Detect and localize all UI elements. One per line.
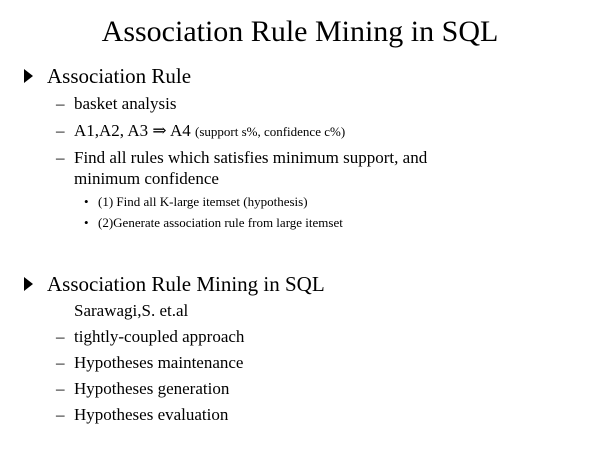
dash-bullet: –: [56, 405, 65, 424]
dash-bullet: –: [56, 379, 65, 398]
dash-bullet: –: [56, 353, 65, 372]
section2-intro: Sarawagi,S. et.al: [74, 301, 189, 320]
rule-note: (support s%, confidence c%): [194, 124, 346, 139]
list-item: [56, 148, 576, 190]
rule-expression: A1,A2, A3 ⇒ A4: [74, 121, 191, 140]
section1-bullet: [24, 64, 191, 88]
sub-item-text: (2)Generate association rule from large itemset: [98, 215, 343, 230]
dot-bullet: •: [84, 215, 89, 230]
item-text: tightly-coupled approach: [74, 327, 245, 346]
sub-item-text: (1) Find all K-large itemset (hypothesis): [98, 194, 308, 209]
section2-bullet: [24, 272, 325, 296]
dash-bullet: –: [56, 327, 65, 346]
triangle-bullet-icon: [24, 277, 33, 291]
item-text: Hypotheses generation: [74, 379, 230, 398]
item-text: basket analysis: [74, 94, 177, 113]
item-text: Hypotheses evaluation: [74, 405, 229, 424]
item-text-row: [74, 121, 345, 142]
dot-bullet: •: [84, 194, 89, 209]
section2-heading: Association Rule Mining in SQL: [47, 272, 325, 296]
slide-title: Association Rule Mining in SQL: [101, 15, 499, 48]
dash-bullet: –: [56, 94, 65, 113]
dash-bullet: –: [56, 148, 65, 167]
dash-bullet: –: [56, 121, 65, 140]
section1-heading: Association Rule: [47, 64, 192, 88]
item-text: Hypotheses maintenance: [74, 353, 244, 372]
triangle-bullet-icon: [24, 69, 33, 83]
item-text-line2: minimum confidence: [74, 169, 219, 188]
item-text-line1: Find all rules which satisfies minimum support, and: [74, 148, 428, 167]
